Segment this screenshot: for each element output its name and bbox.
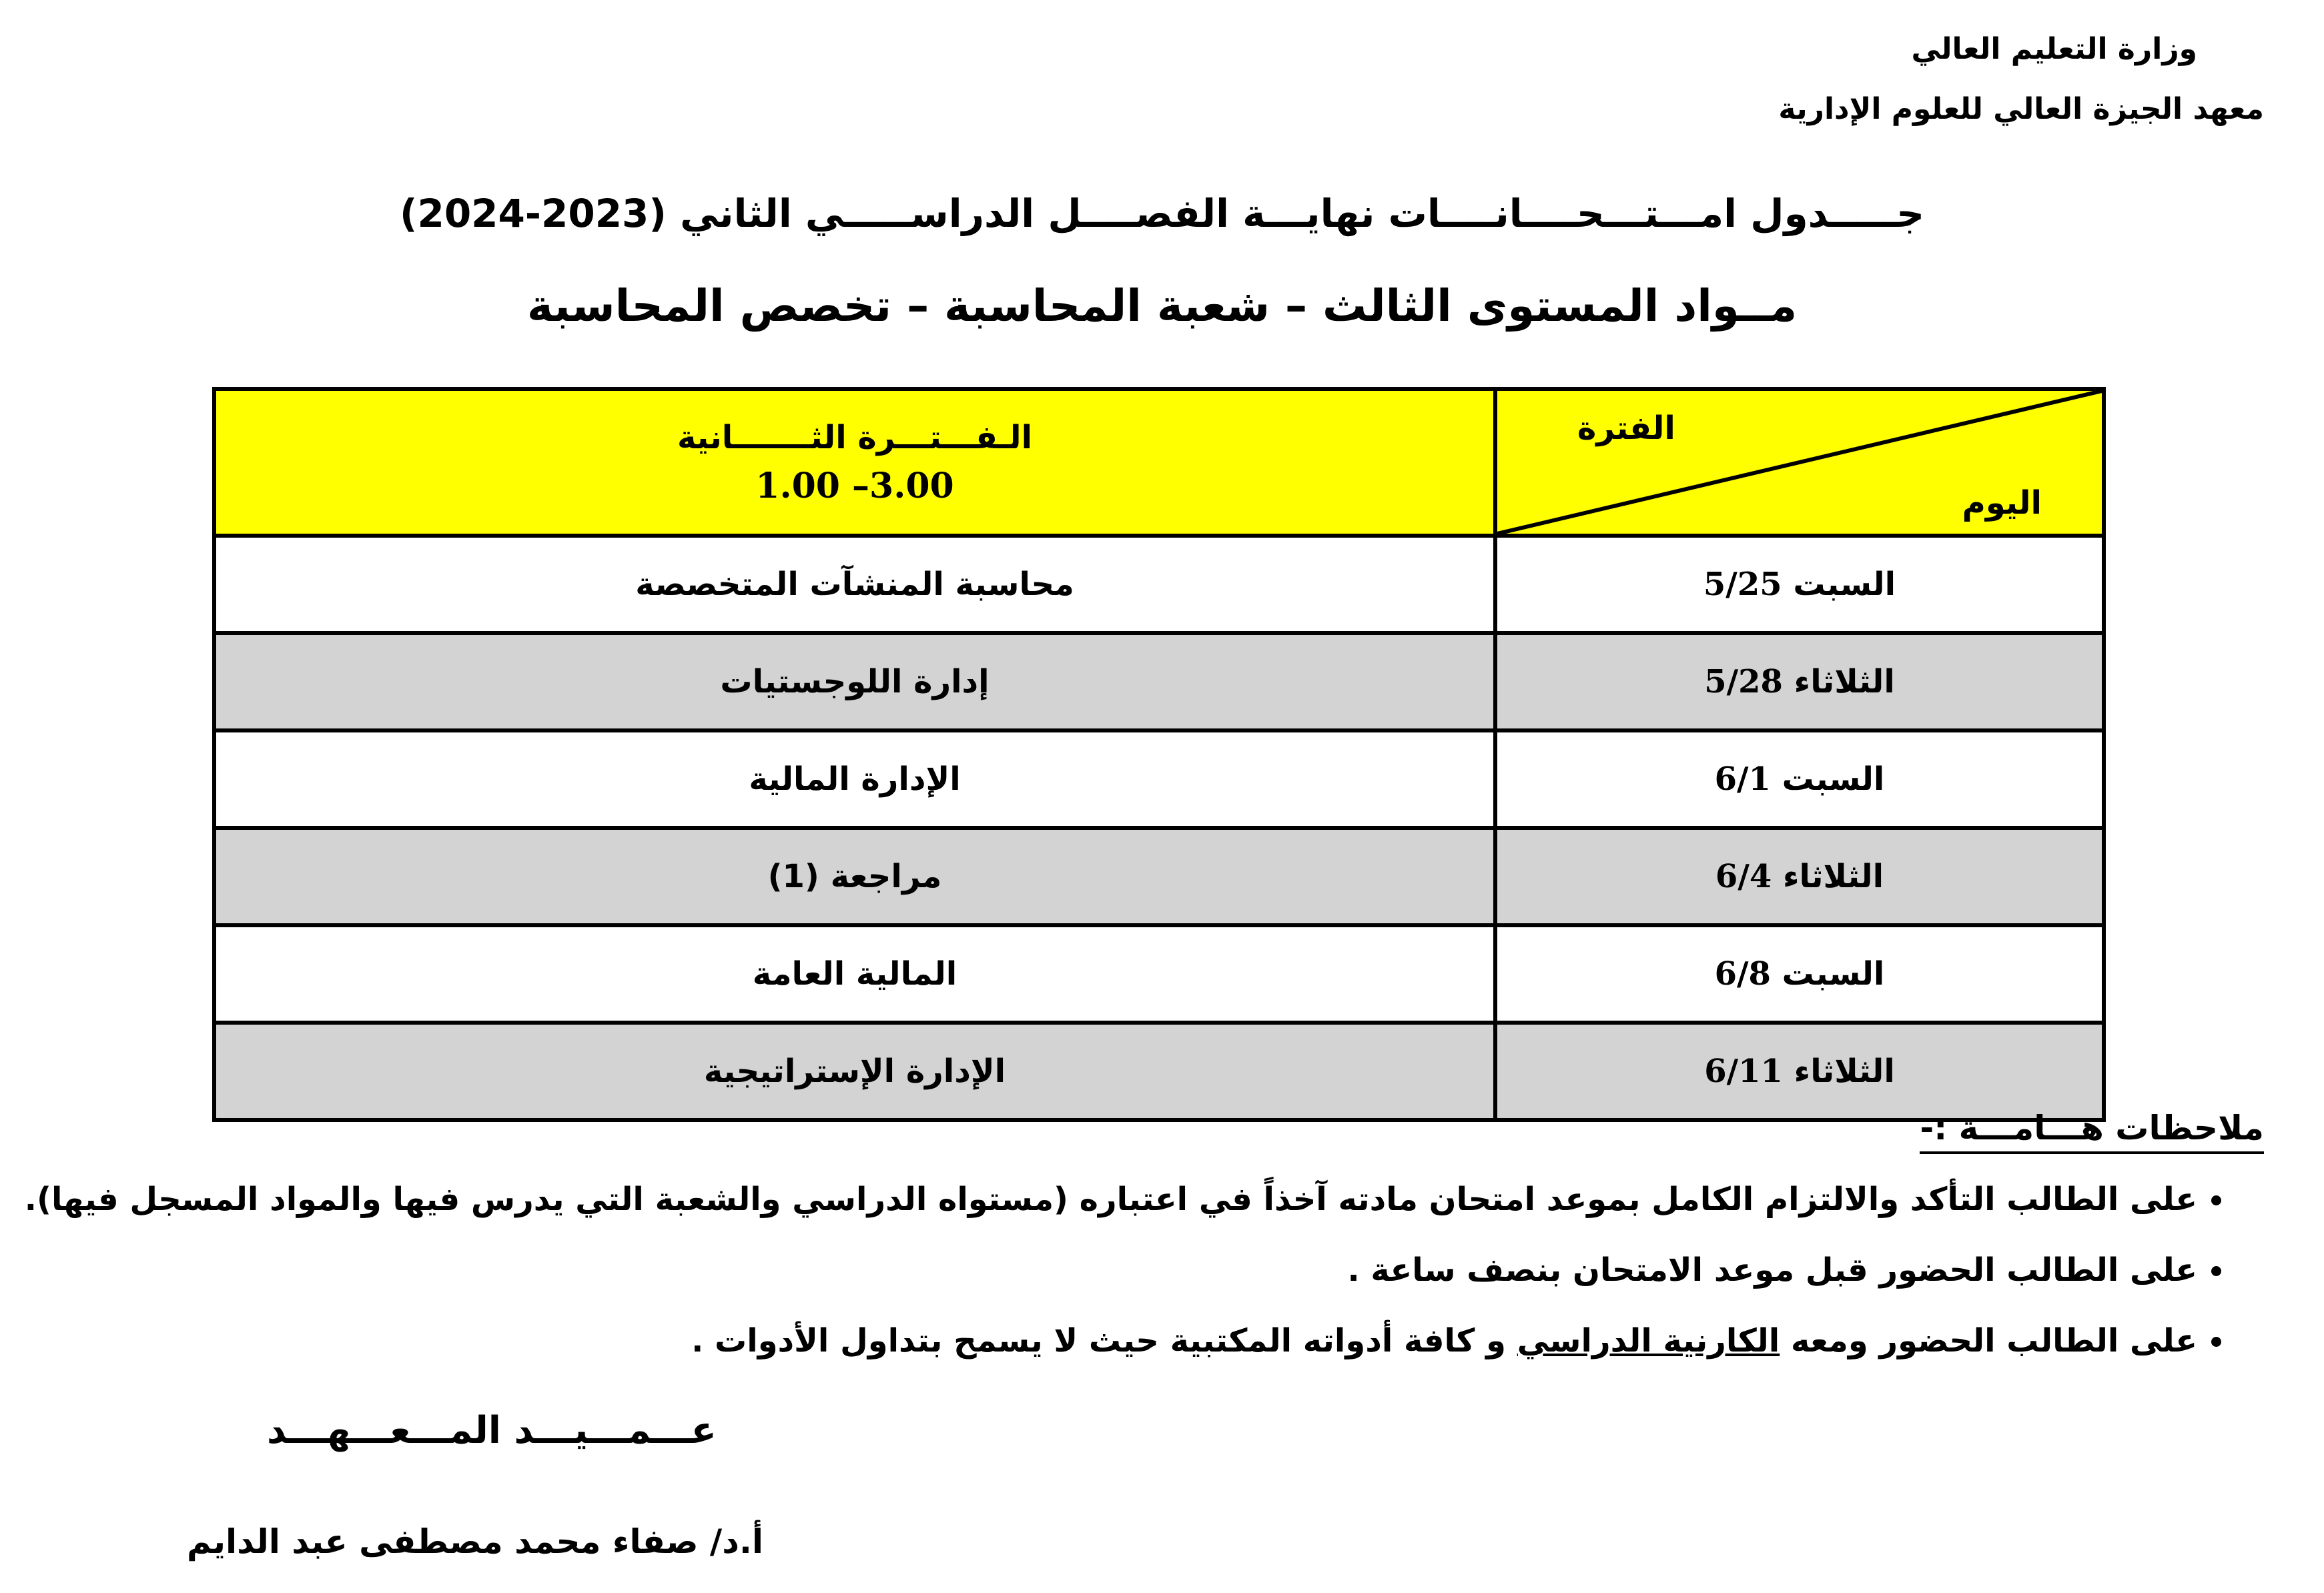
notes-title: ملاحظات هـــامـــة :- xyxy=(1920,1109,2264,1154)
day-name: الثلاثاء xyxy=(1794,663,1895,700)
day-name: السبت xyxy=(1782,955,1885,993)
subject-cell: إدارة اللوجستيات xyxy=(214,633,1495,730)
day-cell xyxy=(1495,730,2104,828)
exam-date: 5/25 xyxy=(1703,566,1782,603)
table-row xyxy=(214,828,2104,925)
subject-cell: الإدارة المالية xyxy=(214,730,1495,828)
exam-date: 6/4 xyxy=(1715,858,1772,895)
corner-label-period: الفترة xyxy=(1577,410,1675,447)
day-cell xyxy=(1495,828,2104,925)
subject-cell: المالية العامة xyxy=(214,925,1495,1023)
dean-name: أ.د/ صفاء محمد مصطفى عبد الدايم xyxy=(187,1522,763,1561)
note-text: على الطالب الحضور ومعه xyxy=(1780,1322,2197,1360)
page-title: جـــــدول امـــتـــحــــانــــات نهايـــة الفصــــل الدراســـــي الثاني (2023-2024) xyxy=(399,191,1925,236)
period-header-cell xyxy=(214,389,1495,536)
subject-cell: محاسبة المنشآت المتخصصة xyxy=(214,536,1495,633)
period-time: 1.00 –3.00 xyxy=(755,465,954,506)
day-cell xyxy=(1495,633,2104,730)
ministry-name: وزارة التعليم العالي xyxy=(1911,32,2197,66)
exam-date: 6/8 xyxy=(1714,955,1771,993)
day-cell xyxy=(1495,1023,2104,1120)
note-item: • على الطالب التأكد والالتزام الكامل بموعد امتحان مادته آخذاً في اعتباره (مستواه الدراسي والشعبة التي يدرس فيها والمواد المسجل فيها). xyxy=(0,1181,2197,1218)
day-name: الثلاثاء xyxy=(1794,1053,1895,1090)
subject-cell: الإدارة الإستراتيجية xyxy=(214,1023,1495,1120)
day-cell xyxy=(1495,536,2104,633)
table-row xyxy=(214,1023,2104,1120)
day-cell xyxy=(1495,925,2104,1023)
note-item: • على الطالب الحضور قبل موعد الامتحان بنصف ساعة . xyxy=(0,1251,2197,1289)
table-row xyxy=(214,925,2104,1023)
corner-header-cell xyxy=(1495,389,2104,536)
day-name: الثلاثاء xyxy=(1782,858,1884,895)
exam-date: 5/28 xyxy=(1704,663,1783,700)
table-row xyxy=(214,730,2104,828)
table-row xyxy=(214,633,2104,730)
day-name: السبت xyxy=(1793,566,1896,603)
exam-schedule-table xyxy=(212,387,2106,1122)
note-underlined-text: الكارنية الدراسي xyxy=(1517,1322,1780,1360)
day-name: السبت xyxy=(1782,760,1885,798)
table-header-row xyxy=(214,389,2104,536)
notes-list xyxy=(0,1181,2257,1393)
page-subtitle: مــواد المستوى الثالث – شعبة المحاسبة – تخصص المحاسبة xyxy=(526,280,1798,332)
exam-date: 6/11 xyxy=(1704,1053,1783,1090)
exam-date: 6/1 xyxy=(1714,760,1771,798)
institute-name: معهد الجيزة العالي للعلوم الإدارية xyxy=(1778,92,2264,126)
note-text: و كافة أدواته المكتبية حيث لا يسمح بتداول الأدوات . xyxy=(691,1322,1517,1360)
corner-label-day: اليوم xyxy=(1962,484,2042,522)
note-item xyxy=(0,1322,2197,1360)
period-name: الـفـــتـــرة الثـــــــانية xyxy=(677,418,1033,456)
table-row xyxy=(214,536,2104,633)
dean-title: عـــمـــيـــد المـــعـــهـــد xyxy=(267,1409,717,1452)
subject-cell: مراجعة (1) xyxy=(214,828,1495,925)
